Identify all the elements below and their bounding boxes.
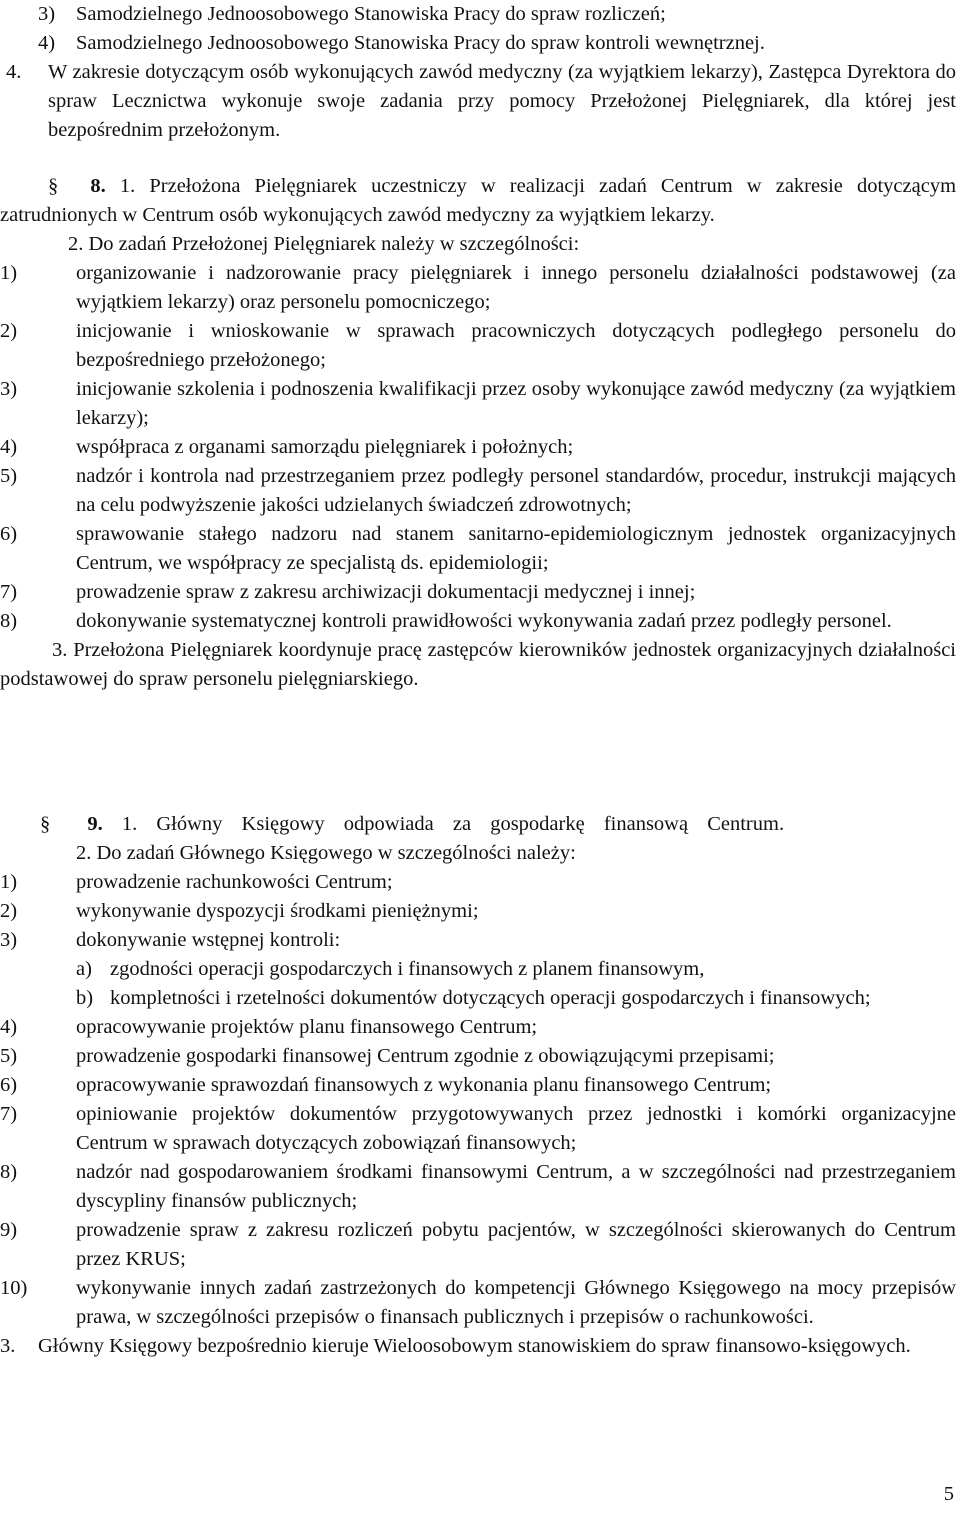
section-8 (0, 172, 956, 694)
top-list (38, 0, 956, 58)
list-item: 10) wykonywanie innych zadań zastrzeżonych do kompetencji Głównego Księgowego na mocy przepisów prawa, w szczególności przepisów o finansach publicznych i przepisów o rachunkowości. (0, 1277, 956, 1328)
list-item: 4) współpraca z organami samorządu pielęgniarek i położnych; (0, 436, 574, 458)
list-item: 8) dokonywanie systematycznej kontroli prawidłowości wykonywania zadań przez podległy personel. (0, 610, 892, 632)
list-item: 4. W zakresie dotyczącym osób wykonujących zawód medyczny (za wyjątkiem lekarzy), Zastępca Dyrektora do spraw Lecznictwa wykonuje swoje zadania przy pomocy Przełożonej Pielęgniarek, dla której jest bezpośrednim przełożonym. (6, 61, 956, 141)
section-8-paragraph-1: § 8. 1. Przełożona Pielęgniarek uczestniczy w realizacji zadań Centrum w zakresie dotyczącym zatrudnionych w Centrum osób wykonujących zawód medyczny za wyjątkiem lekarzy. (0, 175, 957, 226)
list-item: 2) inicjowanie i wnioskowanie w sprawach pracowniczych dotyczących podległego personelu do bezpośredniego przełożonego; (0, 320, 956, 371)
sub-list-item: b) kompletności i rzetelności dokumentów dotyczących operacji gospodarczych i finansowych; (76, 987, 871, 1009)
section-8-paragraph-2: 2. Do zadań Przełożonej Pielęgniarek należy w szczególności: (68, 233, 580, 255)
section-8-list (0, 259, 956, 636)
list-item: 7) prowadzenie spraw z zakresu archiwizacji dokumentacji medycznej i innej; (0, 581, 696, 603)
list-item: 5) prowadzenie gospodarki finansowej Centrum zgodnie z obowiązującymi przepisami; (0, 1045, 775, 1067)
section-8-paragraph-3: 3. Przełożona Pielęgniarek koordynuje pracę zastępców kierowników jednostek organizacyjnych działalności podstawowej do spraw personelu pielęgniarskiego. (0, 639, 957, 690)
list-item: 1) organizowanie i nadzorowanie pracy pielęgniarek i innego personelu działalności podstawowej (za wyjątkiem lekarzy) oraz personelu pomocniczego; (0, 262, 956, 313)
list-item: 3) dokonywanie wstępnej kontroli: (0, 929, 341, 951)
page-number: 5 (943, 1483, 954, 1505)
point-4 (0, 58, 956, 145)
section-9-paragraph-3: 3. Główny Księgowy bezpośrednio kieruje Wieloosobowym stanowiskiem do spraw finansowo-księgowych. (0, 1335, 911, 1357)
list-item: 3) inicjowanie szkolenia i podnoszenia kwalifikacji przez osoby wykonujące zawód medyczny (za wyjątkiem lekarzy); (0, 378, 956, 429)
list-item: 5) nadzór i kontrola nad przestrzeganiem przez podległy personel standardów, procedur, instrukcji mających na celu podwyższenie jakości udzielanych świadczeń zdrowotnych; (0, 465, 956, 516)
list-item: 9) prowadzenie spraw z zakresu rozliczeń pobytu pacjentów, w szczególności skierowanych do Centrum przez KRUS; (0, 1219, 956, 1270)
list-item: 7) opiniowanie projektów dokumentów przygotowywanych przez jednostki i komórki organizacyjne Centrum w sprawach dotyczących zobowiązań finansowych; (0, 1103, 956, 1154)
list-item: 6) sprawowanie stałego nadzoru nad stanem sanitarno-epidemiologicznym jednostek organizacyjnych Centrum, we współpracy ze specjalistą ds. epidemiologii; (0, 523, 956, 574)
sub-list-item: a) zgodności operacji gospodarczych i finansowych z planem finansowym, (76, 958, 705, 980)
list-item: 4) opracowywanie projektów planu finansowego Centrum; (0, 1016, 538, 1038)
section-9-paragraph-1: § 9. 1. Główny Księgowy odpowiada za gospodarkę finansową Centrum. (40, 813, 785, 835)
list-item: 3) Samodzielnego Jednoosobowego Stanowiska Pracy do spraw rozliczeń; (38, 3, 666, 25)
list-item: 2) wykonywanie dyspozycji środkami pieniężnymi; (0, 900, 479, 922)
list-item: 4) Samodzielnego Jednoosobowego Stanowiska Pracy do spraw kontroli wewnętrznej. (38, 32, 765, 54)
list-item: 8) nadzór nad gospodarowaniem środkami finansowymi Centrum, a w szczególności nad przestrzeganiem dyscypliny finansów publicznych; (0, 1161, 956, 1212)
section-9-list (0, 868, 956, 1332)
section-9-paragraph-2: 2. Do zadań Głównego Księgowego w szczególności należy: (76, 842, 576, 864)
list-item: 6) opracowywanie sprawozdań finansowych z wykonania planu finansowego Centrum; (0, 1074, 772, 1096)
list-item: 1) prowadzenie rachunkowości Centrum; (0, 871, 393, 893)
section-9 (0, 810, 956, 1361)
